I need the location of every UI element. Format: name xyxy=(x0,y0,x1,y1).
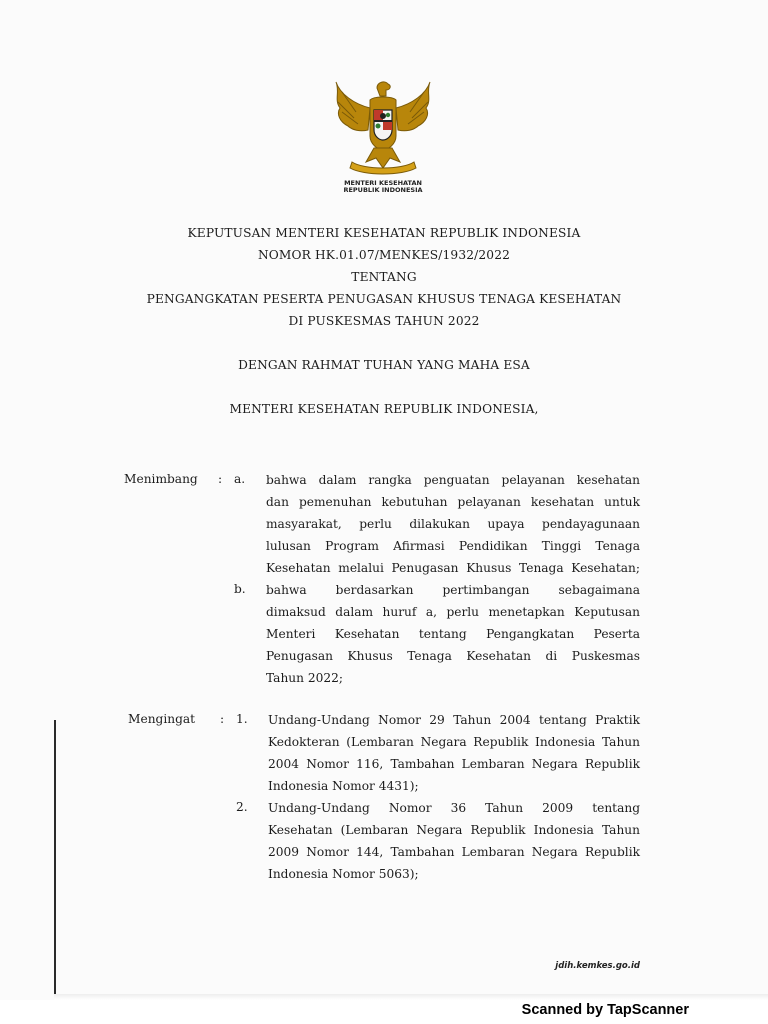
emblem-caption-line1: MENTERI KESEHATAN xyxy=(344,179,422,187)
garuda-emblem-icon xyxy=(330,78,436,176)
emblem-caption-line2: REPUBLIK INDONESIA xyxy=(343,186,423,194)
mengingat-item-1-line: 2004 Nomor 116, Tambahan Lembaran Negara Republik xyxy=(268,757,640,771)
menimbang-item-b-marker: b. xyxy=(234,582,246,596)
menimbang-colon: : xyxy=(218,472,223,486)
menimbang-item-b-line: Penugasan Khusus Tenaga Kesehatan di Puskesmas xyxy=(266,649,640,663)
mengingat-item-1-line: Undang-Undang Nomor 29 Tahun 2004 tentang Praktik xyxy=(268,713,640,727)
mengingat-item-2-line: Undang-Undang Nomor 36 Tahun 2009 tentang xyxy=(268,801,640,815)
decree-tentang: TENTANG xyxy=(351,270,417,284)
decree-subject-2: DI PUSKESMAS TAHUN 2022 xyxy=(288,314,480,328)
mengingat-item-2-line: 2009 Nomor 144, Tambahan Lembaran Negara Republik xyxy=(268,845,640,859)
menimbang-item-a-line: dan pemenuhan kebutuhan pelayanan kesehatan untuk xyxy=(266,495,640,509)
menimbang-item-a-line: bahwa dalam rangka penguatan pelayanan kesehatan xyxy=(266,473,640,487)
menimbang-item-a-line: Kesehatan melalui Penugasan Khusus Tenaga Kesehatan; xyxy=(266,561,640,575)
page-bottom-edge xyxy=(54,994,768,1000)
mengingat-colon: : xyxy=(220,712,225,726)
mengingat-item-1-marker: 1. xyxy=(236,712,248,726)
mengingat-item-2-marker: 2. xyxy=(236,800,248,814)
menimbang-item-a-line: masyarakat, perlu dilakukan upaya pendayagunaan xyxy=(266,517,640,531)
decree-number: NOMOR HK.01.07/MENKES/1932/2022 xyxy=(257,248,511,262)
mengingat-item-2-line: Indonesia Nomor 5063); xyxy=(268,867,419,881)
menimbang-item-a-line: lulusan Program Afirmasi Pendidikan Tinggi Tenaga xyxy=(266,539,640,553)
scanner-watermark: Scanned by TapScanner xyxy=(521,1002,689,1018)
menimbang-item-b-line: Tahun 2022; xyxy=(266,671,343,685)
mengingat-label: Mengingat xyxy=(128,712,196,726)
jdih-footer-url: jdih.kemkes.go.id xyxy=(555,961,640,971)
emblem-caption xyxy=(320,180,446,194)
mengingat-item-1-line: Indonesia Nomor 4431); xyxy=(268,779,419,793)
menimbang-item-b-line: bahwa berdasarkan pertimbangan sebagaimana xyxy=(266,583,640,597)
menimbang-item-b-line: Menteri Kesehatan tentang Pengangkatan Peserta xyxy=(266,627,640,641)
mengingat-item-1-line: Kedokteran (Lembaran Negara Republik Indonesia Tahun xyxy=(268,735,640,749)
invocation: DENGAN RAHMAT TUHAN YANG MAHA ESA xyxy=(238,358,530,372)
menimbang-item-a-marker: a. xyxy=(234,472,246,486)
menimbang-label: Menimbang xyxy=(124,472,198,486)
decree-subject: PENGANGKATAN PESERTA PENUGASAN KHUSUS TENAGA KESEHATAN xyxy=(146,292,622,306)
issuer: MENTERI KESEHATAN REPUBLIK INDONESIA, xyxy=(229,402,539,416)
page-shadow-edge xyxy=(54,720,56,995)
menimbang-item-b-line: dimaksud dalam huruf a, perlu menetapkan Keputusan xyxy=(266,605,640,619)
decree-title: KEPUTUSAN MENTERI KESEHATAN REPUBLIK INDONESIA xyxy=(187,226,581,240)
mengingat-item-2-line: Kesehatan (Lembaran Negara Republik Indonesia Tahun xyxy=(268,823,640,837)
